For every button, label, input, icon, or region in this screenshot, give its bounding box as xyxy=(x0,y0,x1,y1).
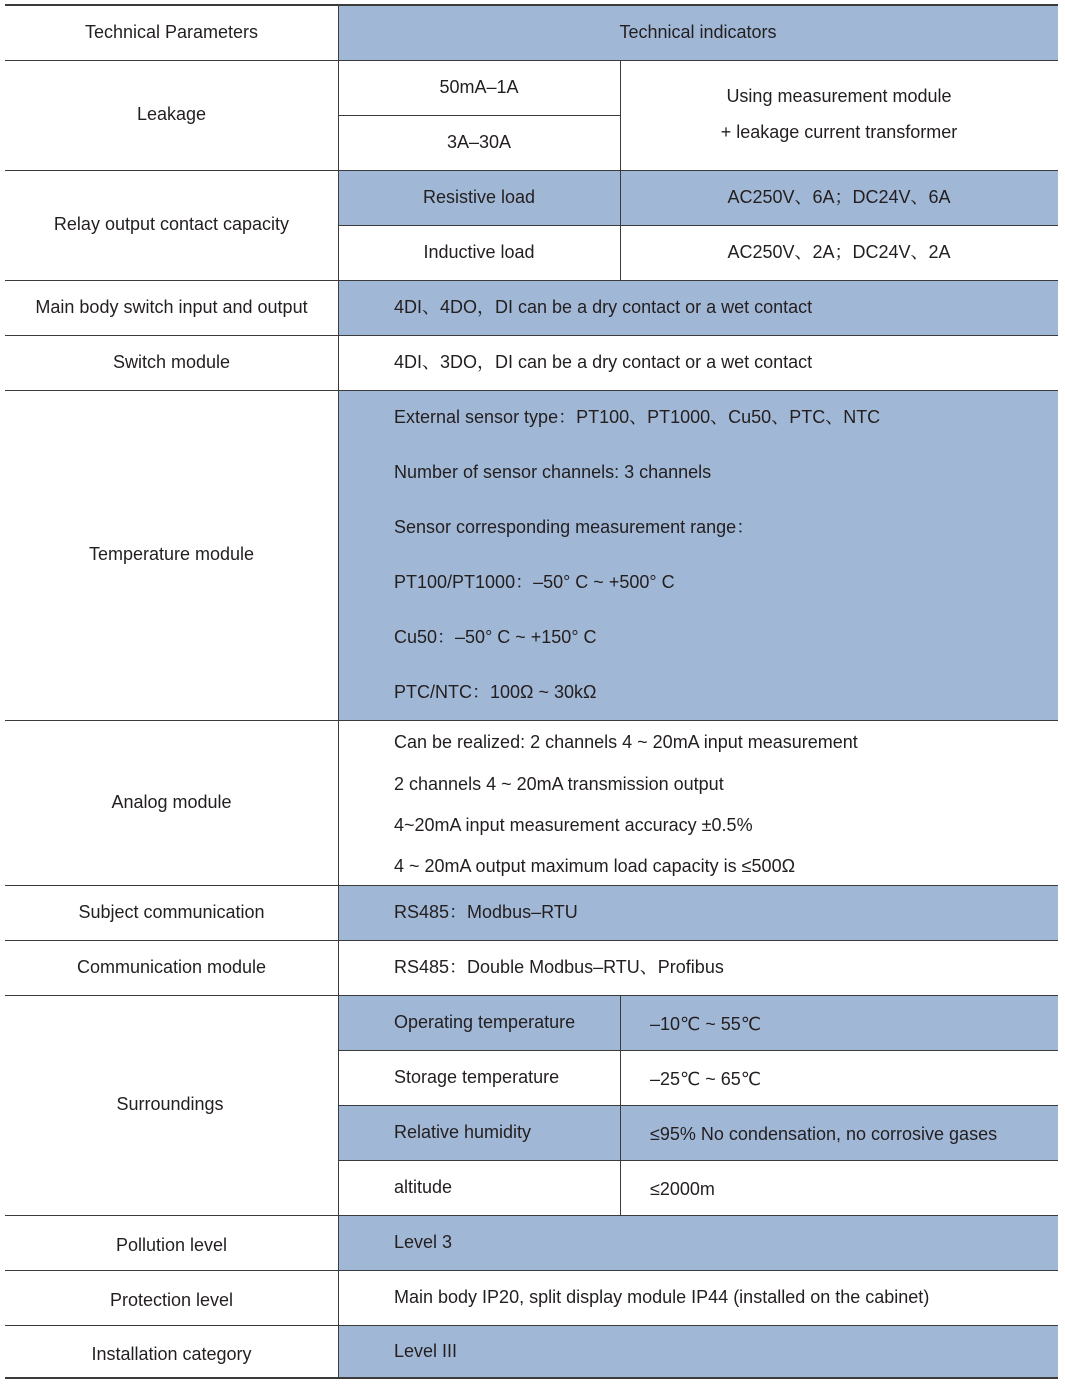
comm-module-value: RS485：Double Modbus–RTU、Profibus xyxy=(394,956,724,977)
surroundings-param-storage: Storage temperature xyxy=(394,1066,560,1087)
column-divider xyxy=(620,995,621,1215)
temperature-values xyxy=(338,390,1058,720)
column-divider xyxy=(620,60,621,280)
subrow-divider xyxy=(338,1050,1058,1051)
switch-module-label: Switch module xyxy=(112,351,231,372)
main-io-value: 4DI、4DO，DI can be a dry contact or a wet contact xyxy=(338,280,1058,335)
surroundings-value-storage: –25℃ ~ 65℃ xyxy=(650,1068,761,1089)
relay-type-inductive: Inductive load xyxy=(423,241,535,262)
row-divider xyxy=(5,1270,1058,1271)
row-divider xyxy=(5,720,1058,721)
analog-line: 4~20mA input measurement accuracy ±0.5% xyxy=(394,814,753,835)
subrow-divider xyxy=(338,225,1058,226)
row-divider xyxy=(5,390,1058,391)
temperature-line: Number of sensor channels: 3 channels xyxy=(394,461,712,482)
surroundings-param-altitude: altitude xyxy=(394,1176,453,1197)
subject-comm-label: Subject communication xyxy=(78,901,265,922)
row-divider xyxy=(5,885,1058,886)
surroundings-param-operating: Operating temperature xyxy=(338,995,620,1050)
subject-comm-value: RS485：Modbus–RTU xyxy=(338,885,1058,940)
surroundings-value-operating: –10℃ ~ 55℃ xyxy=(620,995,1058,1050)
temperature-line: Sensor corresponding measurement range： xyxy=(394,516,755,537)
row-divider xyxy=(5,335,1058,336)
header-col-parameters: Technical Parameters xyxy=(84,21,259,42)
leakage-label: Leakage xyxy=(136,104,207,125)
temperature-line: PTC/NTC：100Ω ~ 30kΩ xyxy=(394,681,597,702)
leakage-range-2: 3A–30A xyxy=(446,131,512,152)
subrow-divider xyxy=(338,1160,1058,1161)
installation-value: Level III xyxy=(338,1325,1058,1378)
surroundings-label: Surroundings xyxy=(116,1094,224,1115)
analog-line: Can be realized: 2 channels 4 ~ 20mA input measurement xyxy=(394,731,858,752)
protection-value: Main body IP20, split display module IP44 (installed on the cabinet) xyxy=(394,1286,930,1307)
header-col-indicators: Technical indicators xyxy=(338,5,1058,60)
column-divider xyxy=(338,5,339,1378)
protection-label: Protection level xyxy=(109,1289,234,1310)
temperature-line: Cu50：–50° C ~ +150° C xyxy=(394,626,597,647)
subrow-divider xyxy=(338,115,620,116)
row-divider xyxy=(5,280,1058,281)
relay-value-inductive: AC250V、2A；DC24V、2A xyxy=(727,241,951,262)
analog-values xyxy=(338,720,1058,885)
table-top-border xyxy=(5,4,1058,6)
row-divider xyxy=(5,1325,1058,1326)
analog-line: 4 ~ 20mA output maximum load capacity is ≤500Ω xyxy=(394,855,796,876)
temperature-line: PT100/PT1000：–50° C ~ +500° C xyxy=(394,571,675,592)
subrow-divider xyxy=(338,1105,1058,1106)
leakage-range-1: 50mA–1A xyxy=(439,76,519,97)
row-divider xyxy=(5,940,1058,941)
analog-line: 2 channels 4 ~ 20mA transmission output xyxy=(394,773,724,794)
temperature-line: External sensor type：PT100、PT1000、Cu50、PTC、NTC xyxy=(394,406,881,427)
installation-label: Installation category xyxy=(91,1343,252,1364)
row-divider xyxy=(5,995,1058,996)
relay-value-resistive: AC250V、6A；DC24V、6A xyxy=(620,170,1058,225)
surroundings-param-humidity: Relative humidity xyxy=(338,1105,620,1160)
relay-label: Relay output contact capacity xyxy=(53,214,290,235)
row-divider xyxy=(5,60,1058,61)
pollution-label: Pollution level xyxy=(115,1234,228,1255)
analog-label: Analog module xyxy=(111,791,232,812)
leakage-note-line-2: + leakage current transformer xyxy=(720,122,958,142)
row-divider xyxy=(5,170,1058,171)
surroundings-value-humidity: ≤95% No condensation, no corrosive gases xyxy=(620,1105,1058,1160)
row-divider xyxy=(5,1215,1058,1216)
pollution-value: Level 3 xyxy=(338,1215,1058,1270)
main-io-label: Main body switch input and output xyxy=(35,296,308,317)
temperature-label: Temperature module xyxy=(88,544,255,565)
comm-module-label: Communication module xyxy=(76,956,267,977)
table-bottom-border xyxy=(5,1377,1058,1379)
surroundings-value-altitude: ≤2000m xyxy=(650,1178,715,1199)
switch-module-value: 4DI、3DO，DI can be a dry contact or a wet contact xyxy=(394,351,813,372)
leakage-note xyxy=(620,60,1058,170)
relay-type-resistive: Resistive load xyxy=(338,170,620,225)
leakage-note-line-1: Using measurement module xyxy=(726,86,952,107)
